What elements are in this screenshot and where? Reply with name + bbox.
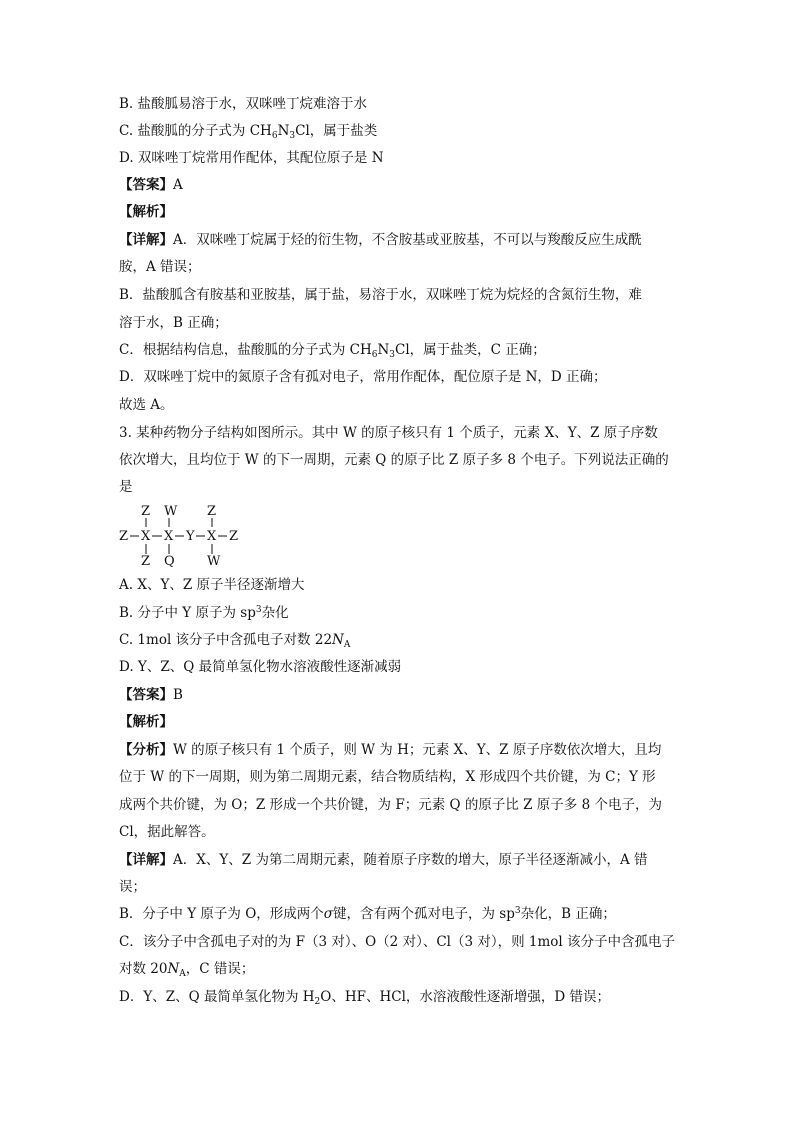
atom-label: X — [207, 529, 217, 544]
atom-label: W — [207, 554, 221, 569]
detail-line-2c — [119, 933, 679, 951]
option-d-text: D. 双咪唑丁烷常用作配体，其配位原子是 N — [119, 150, 384, 166]
detail-tag: 【详解】 — [119, 852, 173, 868]
atom-label: Z — [207, 504, 217, 519]
detail-line-1b — [119, 286, 679, 304]
question-3-line-2 — [119, 451, 679, 469]
atom-label: Z — [141, 504, 151, 519]
superscript: 3 — [514, 906, 521, 916]
atom-label: X — [141, 529, 151, 544]
fenxi-text: W 的原子核只有 1 个质子，则 W 为 H；元素 X、Y、Z 原子序数依次增大，且均 — [173, 742, 662, 758]
detail-text: 杂化，B 正确； — [520, 906, 616, 922]
detail-text: B．盐酸胍含有胺基和亚胺基，属于盐，易溶于水，双咪唑丁烷为烷烃的含氮衍生物，难 — [119, 287, 642, 303]
subscript: 6 — [371, 350, 378, 360]
answer-tag: 【答案】 — [119, 687, 173, 703]
analysis-tag: 【解析】 — [119, 204, 173, 220]
detail-line-2b — [119, 905, 679, 923]
option-c-sub-1: 6 — [271, 131, 278, 141]
subscript: A — [343, 640, 351, 650]
subscript: 2 — [314, 997, 321, 1007]
fenxi-text: 成两个共价键，为 O；Z 形成一个共价键，为 F；元素 Q 的原子比 Z 原子多 8 个电子，为 — [119, 797, 662, 813]
question-3-line-3 — [119, 478, 679, 496]
question-3-line-1 — [119, 424, 679, 442]
detail-line-1a — [119, 231, 679, 249]
detail-line-2a — [119, 851, 679, 869]
option-d2-line — [119, 658, 679, 676]
detail-line-2c2 — [119, 960, 679, 978]
detail-text: A．双咪唑丁烷属于烃的衍生物，不含胺基或亚胺基，不可以与羧酸反应生成酰 — [173, 232, 642, 248]
analysis-tag: 【解析】 — [119, 714, 173, 730]
fenxi-line-2 — [119, 768, 679, 786]
fenxi-line-4 — [119, 823, 679, 841]
option-b2-line — [119, 604, 679, 622]
detail-line-1d — [119, 368, 679, 386]
detail-text: C．该分子中含孤电子对的为 F（3 对）、O（2 对）、Cl（3 对），则 1mol 该分子中含孤电子 — [119, 934, 676, 950]
analysis-line-1 — [119, 203, 679, 221]
option-d-line — [119, 149, 679, 167]
detail-text: 对数 20 — [119, 961, 168, 977]
atom-label: W — [164, 504, 178, 519]
atom-label: Z — [141, 554, 151, 569]
detail-text: C．根据结构信息，盐酸胍的分子式为 CH — [119, 342, 372, 358]
fenxi-line-3 — [119, 796, 679, 814]
question-text: 是 — [119, 479, 133, 495]
option-b-text: 杂化 — [261, 605, 289, 621]
detail-text: A．X、Y、Z 为第二周期元素，随着原子序数的增大，原子半径逐渐减小，A 错 — [173, 852, 648, 868]
answer-line-1 — [119, 176, 679, 194]
option-a-line — [119, 576, 679, 594]
conclusion-line-1 — [119, 396, 679, 414]
fenxi-line-1 — [119, 741, 679, 759]
option-c-text-c: Cl，属于盐类 — [295, 123, 378, 139]
analysis-line-2 — [119, 713, 679, 731]
fenxi-text: 位于 W 的下一周期，则为第二周期元素，结合物质结构，X 形成四个共价键，为 C；Y 形 — [119, 769, 656, 785]
fenxi-text: Cl，据此解答。 — [119, 824, 215, 840]
option-c2-line — [119, 631, 679, 649]
atom-label: X — [164, 529, 174, 544]
question-text: 依次增大，且均位于 W 的下一周期，元素 Q 的原子比 Z 原子多 8 个电子。下列说法正确的 — [119, 452, 669, 468]
detail-line-2d — [119, 988, 679, 1006]
atom-label: Z — [119, 529, 129, 544]
atom-label: Q — [164, 554, 175, 569]
detail-text: B．分子中 Y 原子为 O，形成两个 — [119, 906, 324, 922]
subscript: A — [179, 969, 186, 979]
detail-line-1c — [119, 341, 679, 359]
option-c-text-b: N — [277, 123, 290, 139]
option-a-text: A. X、Y、Z 原子半径逐渐增大 — [119, 577, 305, 593]
detail-tag: 【详解】 — [119, 232, 173, 248]
detail-text: 键，含有两个孤对电子，为 sp — [333, 906, 515, 922]
detail-line-2a2 — [119, 878, 679, 896]
detail-text: N — [377, 342, 390, 358]
subscript: 3 — [389, 350, 396, 360]
option-c-text-a: C. 盐酸胍的分子式为 CH — [119, 123, 272, 139]
answer-value: B — [173, 687, 183, 703]
option-b-line — [119, 95, 679, 113]
superscript: 3 — [255, 605, 262, 615]
detail-text: O、HF、HCl，水溶液酸性逐渐增强，D 错误； — [320, 989, 611, 1005]
detail-text: D．双咪唑丁烷中的氮原子含有孤对电子，常用作配体，配位原子是 N，D 正确； — [119, 369, 607, 385]
option-c-text: C. 1mol 该分子中含孤电子对数 22 — [119, 632, 333, 648]
detail-line-1b2 — [119, 314, 679, 332]
detail-text: 误； — [119, 879, 146, 895]
sigma-symbol: σ — [323, 906, 333, 922]
option-b-text: B. 分子中 Y 原子为 sp — [119, 605, 256, 621]
option-b-text: B. 盐酸胍易溶于水，双咪唑丁烷难溶于水 — [119, 96, 368, 112]
answer-value: A — [173, 177, 183, 193]
option-c-line — [119, 122, 679, 140]
detail-text: 溶于水，B 正确； — [119, 315, 228, 331]
detail-text: 胺，A 错误； — [119, 259, 201, 275]
detail-text: Cl，属于盐类，C 正确； — [395, 342, 546, 358]
answer-line-2 — [119, 686, 679, 704]
fenxi-tag: 【分析】 — [119, 742, 173, 758]
detail-text: ，C 错误； — [185, 961, 255, 977]
detail-line-1a2 — [119, 258, 679, 276]
question-text: 3. 某种药物分子结构如图所示。其中 W 的原子核只有 1 个质子，元素 X、Y、Z 原子序数 — [119, 425, 658, 441]
answer-tag: 【答案】 — [119, 177, 173, 193]
detail-text: D．Y、Z、Q 最简单氢化物为 H — [119, 989, 315, 1005]
atom-label: Y — [186, 529, 195, 544]
molecule-structure-diagram — [117, 502, 257, 570]
option-c-sub-2: 3 — [289, 131, 296, 141]
option-d-text: D. Y、Z、Q 最简单氢化物水溶液酸性逐渐减弱 — [119, 659, 402, 675]
conclusion-text: 故选 A。 — [119, 397, 174, 413]
avogadro-symbol: N — [167, 961, 180, 977]
atom-label: Z — [229, 529, 239, 544]
avogadro-symbol: N — [332, 632, 344, 648]
